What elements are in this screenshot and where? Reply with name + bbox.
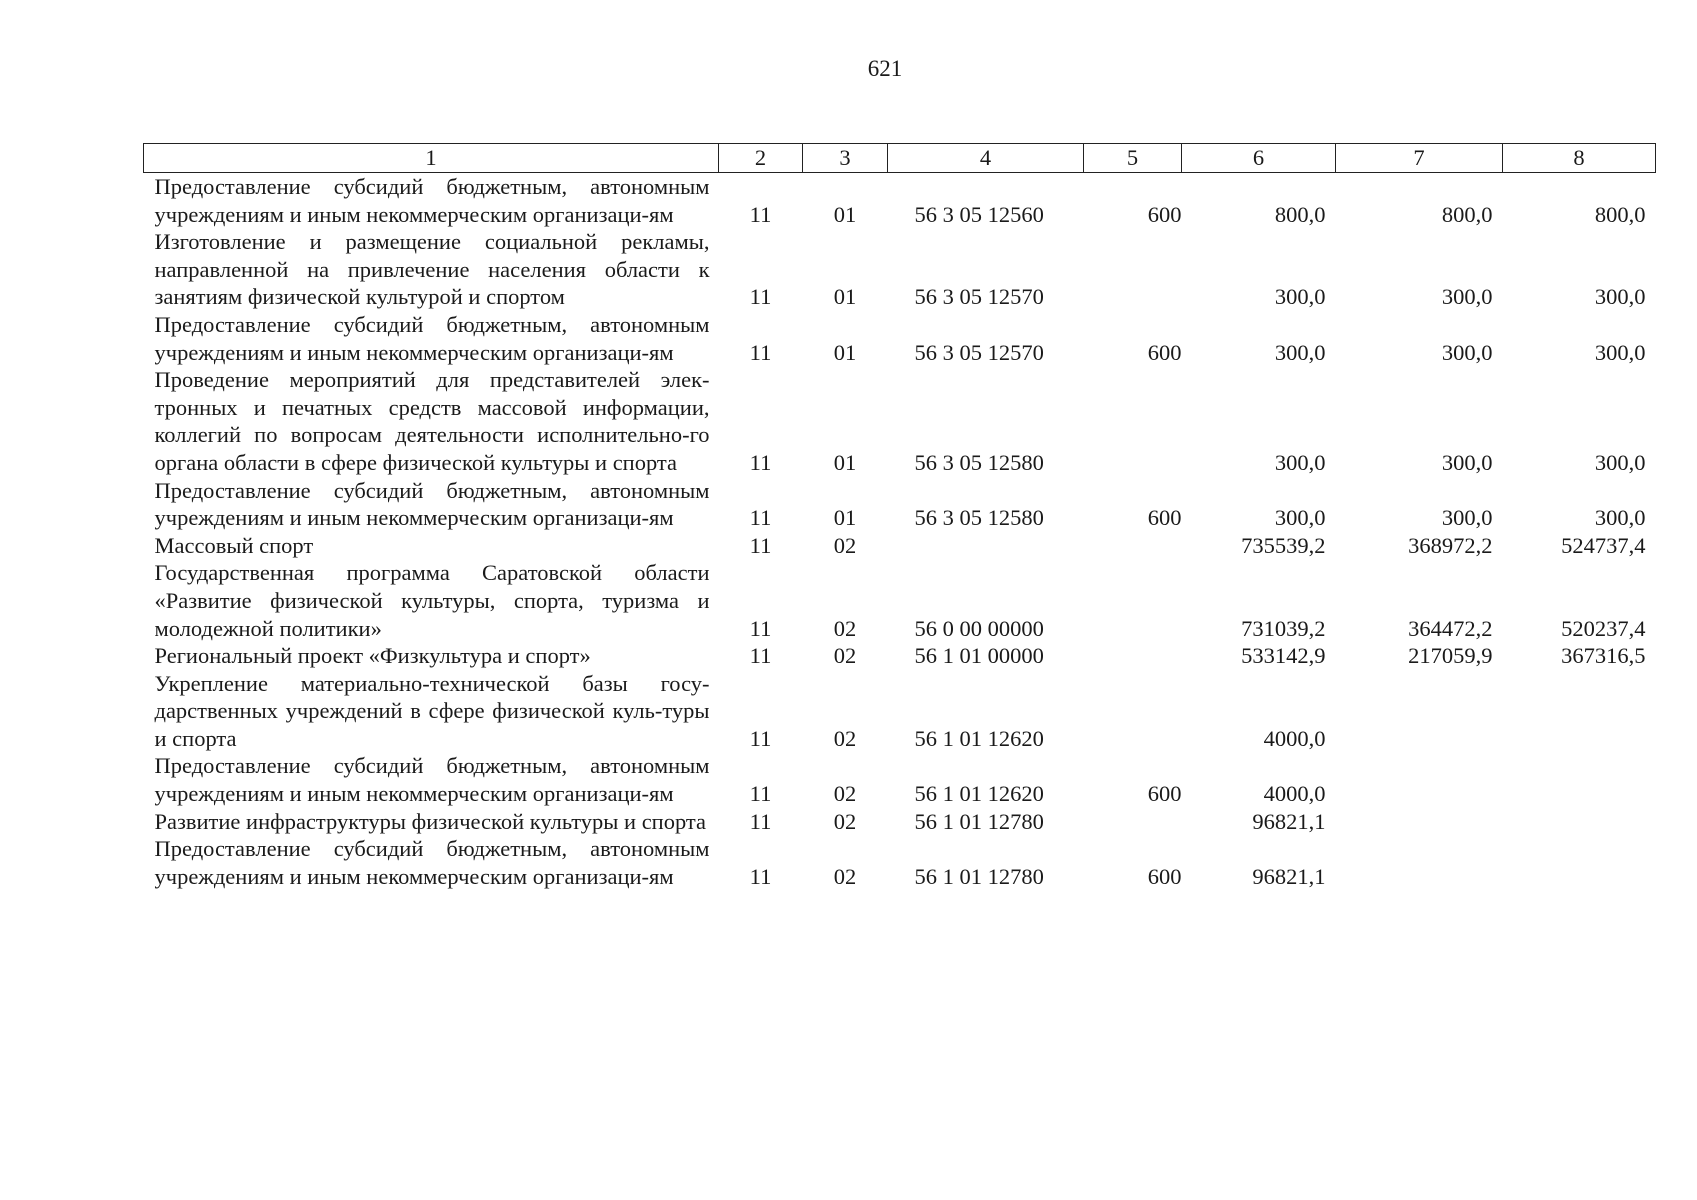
row-target-code [888, 532, 1084, 560]
row-target-code: 56 1 01 00000 [914, 643, 1044, 669]
row-amount-2 [1336, 752, 1503, 807]
row-target-code: 56 1 01 12620 [914, 725, 1044, 751]
row-expense-type: 600 [1147, 339, 1182, 365]
row-expense-type [1084, 532, 1182, 560]
row-name: Государственная программа Саратовской области «Развитие физической культуры, спорта, туризма и молодежной политики» [154, 560, 710, 641]
header-col-1: 1 [144, 144, 719, 173]
row-subsection: 02 [833, 532, 857, 558]
row-section: 11 [749, 505, 772, 531]
row-section: 11 [749, 201, 772, 227]
row-name: Региональный проект «Физкультура и спорт» [154, 643, 591, 669]
row-amount-2: 368972,2 [1408, 532, 1493, 558]
row-amount-1: 800,0 [1274, 201, 1326, 227]
header-col-5: 5 [1084, 144, 1182, 173]
row-expense-type [1084, 808, 1182, 836]
header-col-2: 2 [719, 144, 803, 173]
row-target-code: 56 1 01 12780 [914, 863, 1044, 889]
row-subsection: 01 [833, 505, 857, 531]
row-target-code: 56 3 05 12570 [914, 284, 1044, 310]
row-subsection: 02 [833, 863, 857, 889]
row-subsection: 01 [833, 449, 857, 475]
row-section: 11 [749, 725, 772, 751]
row-name: Предоставление субсидий бюджетным, автономным учреждениям и иным некоммерческим организаци-ям [154, 477, 710, 531]
row-expense-type [1084, 366, 1182, 476]
row-amount-2 [1336, 808, 1503, 836]
row-target-code: 56 3 05 12580 [914, 505, 1044, 531]
row-section: 11 [749, 808, 772, 834]
row-amount-3: 520237,4 [1561, 615, 1646, 641]
row-amount-3: 367316,5 [1561, 643, 1646, 669]
row-amount-3 [1503, 752, 1656, 807]
row-amount-2 [1336, 835, 1503, 890]
row-amount-2: 300,0 [1441, 449, 1493, 475]
row-name: Предоставление субсидий бюджетным, автономным учреждениям и иным некоммерческим организаци-ям [154, 311, 710, 365]
row-name: Предоставление субсидий бюджетным, автономным учреждениям и иным некоммерческим организаци-ям [154, 753, 710, 807]
row-expense-type: 600 [1147, 201, 1182, 227]
budget-table [143, 143, 1656, 890]
table-row [144, 477, 1656, 532]
table-row [144, 532, 1656, 560]
row-amount-3: 300,0 [1594, 449, 1646, 475]
row-name: Предоставление субсидий бюджетным, автономным учреждениям и иным некоммерческим организаци-ям [154, 836, 710, 889]
table-row [144, 559, 1656, 642]
row-expense-type: 600 [1147, 505, 1182, 531]
row-amount-1: 96821,1 [1252, 863, 1326, 889]
row-subsection: 01 [833, 284, 857, 310]
row-section: 11 [749, 284, 772, 310]
table-row [144, 752, 1656, 807]
row-expense-type: 600 [1147, 863, 1182, 889]
row-target-code: 56 1 01 12620 [914, 781, 1044, 807]
row-amount-2 [1336, 670, 1503, 753]
row-subsection: 02 [833, 808, 857, 834]
row-amount-3: 300,0 [1594, 339, 1646, 365]
row-target-code: 56 1 01 12780 [914, 808, 1044, 834]
row-amount-3: 300,0 [1594, 284, 1646, 310]
row-subsection: 02 [833, 781, 857, 807]
row-subsection: 02 [833, 725, 857, 751]
row-section: 11 [749, 339, 772, 365]
row-section: 11 [749, 863, 772, 889]
row-amount-2: 217059,9 [1408, 643, 1493, 669]
row-amount-1: 96821,1 [1252, 808, 1326, 834]
table-row [144, 366, 1656, 476]
header-col-7: 7 [1336, 144, 1503, 173]
row-amount-3 [1503, 808, 1656, 836]
row-target-code: 56 3 05 12570 [914, 339, 1044, 365]
row-name: Проведение мероприятий для представителей элек-тронных и печатных средств массовой информации, коллегий по вопросам деятельности исполнительно-го органа области в сфере физической культуры и спорта [154, 367, 710, 475]
row-section: 11 [749, 449, 772, 475]
header-col-6: 6 [1182, 144, 1336, 173]
header-col-8: 8 [1503, 144, 1656, 173]
row-name: Укрепление материально-технической базы госу-дарственных учреждений в сфере физической куль-туры и спорта [154, 670, 710, 751]
row-amount-1: 4000,0 [1263, 725, 1326, 751]
row-amount-1: 533142,9 [1241, 643, 1326, 669]
row-name: Изготовление и размещение социальной рекламы, направленной на привлечение населения области к занятиям физической культурой и спортом [154, 229, 710, 310]
table-row [144, 670, 1656, 753]
row-section: 11 [749, 532, 772, 558]
row-name: Развитие инфраструктуры физической культуры и спорта [154, 808, 707, 834]
table-row [144, 311, 1656, 366]
row-expense-type [1084, 228, 1182, 311]
row-expense-type: 600 [1147, 781, 1182, 807]
row-section: 11 [749, 615, 772, 641]
row-amount-1: 300,0 [1274, 449, 1326, 475]
table-row [144, 228, 1656, 311]
row-expense-type [1084, 642, 1182, 670]
row-amount-3: 800,0 [1594, 201, 1646, 227]
row-target-code: 56 3 05 12580 [914, 449, 1044, 475]
row-amount-2: 300,0 [1441, 505, 1493, 531]
row-amount-1: 300,0 [1274, 284, 1326, 310]
row-subsection: 02 [833, 615, 857, 641]
row-amount-3 [1503, 670, 1656, 753]
table-row [144, 808, 1656, 836]
row-target-code: 56 0 00 00000 [914, 615, 1044, 641]
row-subsection: 01 [833, 339, 857, 365]
row-amount-3: 300,0 [1594, 505, 1646, 531]
header-col-3: 3 [803, 144, 888, 173]
table-row [144, 173, 1656, 229]
page-number: 621 [867, 56, 903, 81]
row-amount-1: 735539,2 [1241, 532, 1326, 558]
row-section: 11 [749, 643, 772, 669]
row-name: Предоставление субсидий бюджетным, автономным учреждениям и иным некоммерческим организаци-ям [154, 174, 710, 227]
row-amount-2: 300,0 [1441, 339, 1493, 365]
row-subsection: 02 [833, 643, 857, 669]
row-expense-type [1084, 670, 1182, 753]
row-expense-type [1084, 559, 1182, 642]
row-amount-2: 364472,2 [1408, 615, 1493, 641]
header-row [144, 144, 1656, 173]
row-amount-1: 300,0 [1274, 339, 1326, 365]
row-amount-2: 800,0 [1441, 201, 1493, 227]
row-target-code: 56 3 05 12560 [914, 201, 1044, 227]
table-row [144, 835, 1656, 890]
row-subsection: 01 [833, 201, 857, 227]
row-name: Массовый спорт [154, 532, 314, 558]
row-amount-1: 731039,2 [1241, 615, 1326, 641]
row-amount-2: 300,0 [1441, 284, 1493, 310]
header-col-4: 4 [888, 144, 1084, 173]
row-amount-3 [1503, 835, 1656, 890]
table-row [144, 642, 1656, 670]
row-amount-1: 4000,0 [1263, 781, 1326, 807]
row-section: 11 [749, 781, 772, 807]
row-amount-1: 300,0 [1274, 505, 1326, 531]
row-amount-3: 524737,4 [1561, 532, 1646, 558]
